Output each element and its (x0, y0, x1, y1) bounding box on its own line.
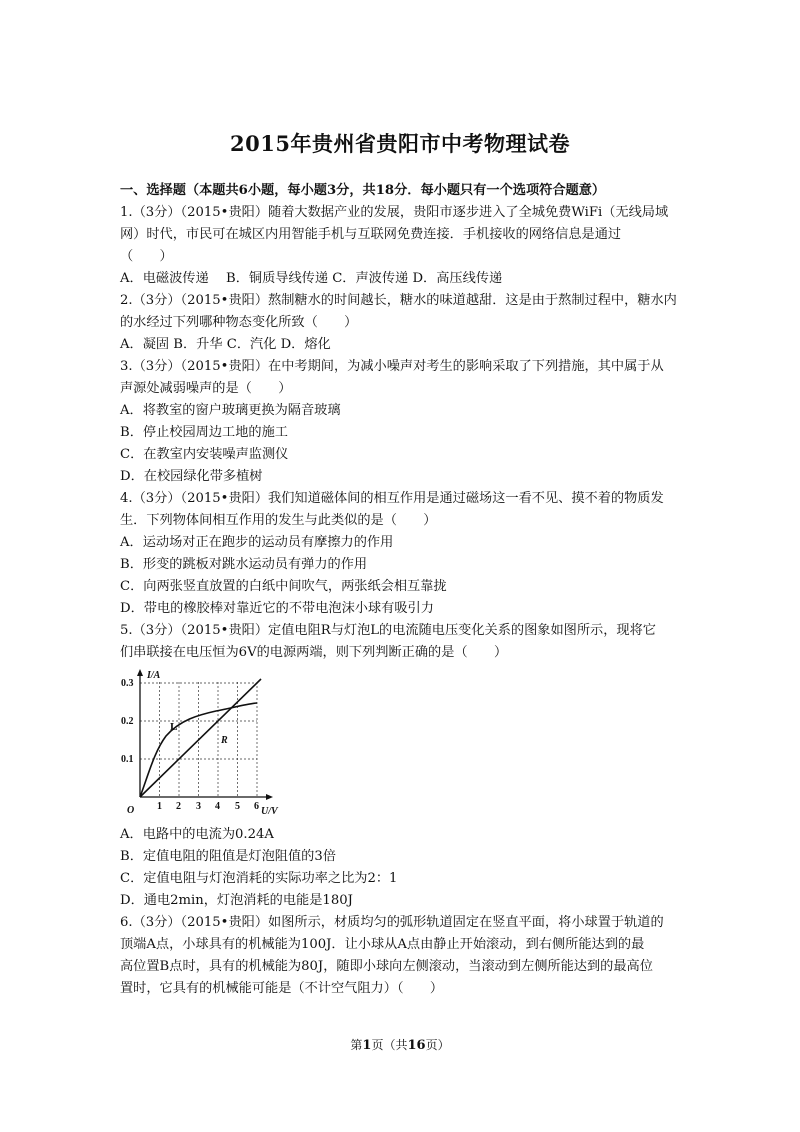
y-tick-label: 0.3 (121, 678, 134, 689)
y-tick-label: 0.2 (121, 716, 134, 727)
origin-label: O (127, 805, 135, 816)
question-text-line: 置时，它具有的机械能可能是（不计空气阻力）（ ） (120, 981, 444, 996)
footer-middle: 页（共 (371, 1038, 408, 1052)
question-text-line: 1.（3分）（2015•贵阳）随着大数据产业的发展，贵阳市逐步进入了全城免费WiFi（无线局域 (120, 205, 669, 220)
question-text-line: 们串联接在电压恒为6V的电源两端，则下列判断正确的是（ ） (120, 645, 508, 660)
footer-prefix: 第 (350, 1038, 363, 1052)
page-number: 1 (362, 1038, 372, 1053)
section-heading: 一、选择题（本题共6小题，每小题3分，共18分．每小题只有一个选项符合题意） (120, 183, 606, 198)
question-text-line: 高位置B点时，具有的机械能为80J，随即小球向左侧滚动，当滚动到左侧所能达到的最高位 (120, 959, 653, 974)
answer-options: A．电磁波传递 B．铜质导线传递 C．声波传递 D．高压线传递 (120, 271, 503, 286)
total-pages: 16 (407, 1038, 426, 1053)
question-text-line: 6.（3分）（2015•贵阳）如图所示，材质均匀的弧形轨道固定在竖直平面，将小球置于轨道的 (120, 915, 664, 930)
x-axis-label: U/V (261, 806, 278, 817)
y-axis-label: I/A (147, 670, 161, 681)
answer-option: D．带电的橡胶棒对靠近它的不带电泡沫小球有吸引力 (120, 601, 434, 616)
answer-option: B．停止校园周边工地的施工 (120, 425, 288, 440)
x-tick-label: 3 (196, 801, 201, 812)
answer-option: C．向两张竖直放置的白纸中间吹气，两张纸会相互靠拢 (120, 579, 447, 594)
curve-r-label: R (221, 735, 228, 746)
exam-content (120, 180, 680, 1000)
curve-r-line (140, 679, 261, 797)
question-4 (120, 488, 680, 620)
x-tick-label: 6 (254, 801, 259, 812)
question-3 (120, 356, 680, 488)
page-footer (0, 1036, 800, 1053)
answer-option: B．形变的跳板对跳水运动员有弹力的作用 (120, 557, 368, 572)
x-tick-label: 2 (176, 801, 181, 812)
answer-option: D．通电2min，灯泡消耗的电能是180J (120, 893, 353, 908)
x-tick-label: 5 (235, 801, 240, 812)
answer-option: C．在教室内安装噪声监测仪 (120, 447, 289, 462)
answer-option: A．运动场对正在跑步的运动员有摩擦力的作用 (120, 535, 394, 550)
question-text-line: 生．下列物体间相互作用的发生与此类似的是（ ） (120, 513, 437, 528)
footer-suffix: 页） (425, 1038, 450, 1052)
page-title: 2015年贵州省贵阳市中考物理试卷 (230, 131, 570, 156)
answer-option: B．定值电阻的阻值是灯泡阻值的3倍 (120, 849, 336, 864)
question-5 (120, 620, 680, 912)
question-1 (120, 202, 680, 290)
question-text-line: 网）时代，市民可在城区内用智能手机与互联网免费连接．手机接收的网络信息是通过 (120, 227, 622, 242)
answer-options: A．凝固 B．升华 C．汽化 D．熔化 (120, 337, 331, 352)
y-tick-label: 0.1 (121, 754, 134, 765)
question-text-line: 3.（3分）（2015•贵阳）在中考期间，为减小噪声对考生的影响采取了下列措施，其中属于从 (120, 359, 664, 374)
answer-option: A．将教室的窗户玻璃更换为隔音玻璃 (120, 403, 341, 418)
question-text-line: 的水经过下列哪种物态变化所致（ ） (120, 315, 358, 330)
question-text-line: 4.（3分）（2015•贵阳）我们知道磁体间的相互作用是通过磁场这一看不见、摸不着的物质发 (120, 491, 664, 506)
answer-option: C．定值电阻与灯泡消耗的实际功率之比为2：1 (120, 871, 398, 886)
iv-graph (120, 668, 280, 818)
question-text-line: 声源处减弱噪声的是（ ） (120, 381, 292, 396)
question-text-line: 顶端A点，小球具有的机械能为100J．让小球从A点由静止开始滚动，到右侧所能达到的最 (120, 937, 645, 952)
question-text-line: 5.（3分）（2015•贵阳）定值电阻R与灯泡L的电流随电压变化关系的图象如图所示，现将它 (120, 623, 656, 638)
question-text-line: （ ） (120, 249, 173, 264)
curve-l-label: L (170, 721, 178, 733)
x-tick-label: 4 (215, 801, 220, 812)
answer-option: D．在校园绿化带多植树 (120, 469, 263, 484)
question-6 (120, 912, 680, 1000)
question-text-line: 2.（3分）（2015•贵阳）熬制糖水的时间越长，糖水的味道越甜．这是由于熬制过程中，糖水内 (120, 293, 677, 308)
answer-option: A．电路中的电流为0.24A (120, 827, 274, 842)
x-tick-label: 1 (157, 801, 162, 812)
question-2 (120, 290, 680, 356)
